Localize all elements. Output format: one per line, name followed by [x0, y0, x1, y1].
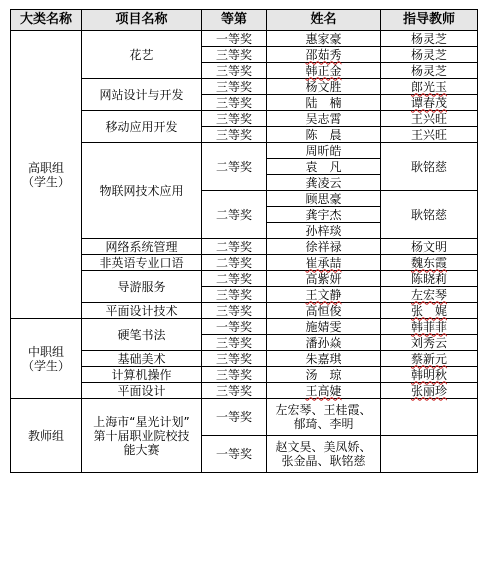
table-row: [11, 303, 478, 319]
project-cell: 计算机操作: [82, 367, 202, 383]
teacher-cell: 刘秀云: [381, 335, 478, 351]
teacher-cell: 杨文明: [381, 239, 478, 255]
name-cell: 邵茹秀: [267, 47, 381, 63]
table-row: [11, 399, 478, 436]
teacher-cell: 王兴旺: [381, 127, 478, 143]
header-name: 姓名: [267, 10, 381, 31]
teacher-cell: 韩菲菲: [381, 319, 478, 335]
table-row: [11, 271, 478, 287]
category-cell: 高职组 （学生）: [11, 31, 82, 319]
project-cell: 网络系统管理: [82, 239, 202, 255]
rank-cell: 三等奖: [202, 383, 267, 399]
rank-cell: 三等奖: [202, 127, 267, 143]
teacher-cell: [381, 436, 478, 473]
name-cell: 惠家豪: [267, 31, 381, 47]
name-cell: 王文静: [267, 287, 381, 303]
teacher-cell: 谭春茂: [381, 95, 478, 111]
teacher-cell: 耿铭慈: [381, 191, 478, 239]
name-cell: 施婧雯: [267, 319, 381, 335]
rank-cell: 二等奖: [202, 255, 267, 271]
name-cell: 陈 晨: [267, 127, 381, 143]
teacher-cell: 杨灵芝: [381, 31, 478, 47]
name-cell: 潘孙焱: [267, 335, 381, 351]
header-row: [11, 10, 478, 31]
awards-body: [11, 31, 478, 473]
teacher-cell: [381, 399, 478, 436]
project-cell: 上海市“星光计划” 第十届职业院校技 能大赛: [82, 399, 202, 473]
rank-cell: 三等奖: [202, 335, 267, 351]
table-row: [11, 319, 478, 335]
table-row: [11, 383, 478, 399]
project-cell: 非英语专业口语: [82, 255, 202, 271]
rank-cell: 一等奖: [202, 399, 267, 436]
table-row: [11, 143, 478, 159]
project-cell: 平面设计: [82, 383, 202, 399]
rank-cell: 三等奖: [202, 351, 267, 367]
name-cell: 徐祥禄: [267, 239, 381, 255]
table-row: [11, 255, 478, 271]
rank-cell: 三等奖: [202, 367, 267, 383]
teacher-cell: 张丽珍: [381, 383, 478, 399]
teacher-cell: 魏东霞: [381, 255, 478, 271]
rank-cell: 三等奖: [202, 287, 267, 303]
teacher-cell: 韩明秋: [381, 367, 478, 383]
category-cell: 教师组: [11, 399, 82, 473]
header-category: 大类名称: [11, 10, 82, 31]
rank-cell: 一等奖: [202, 31, 267, 47]
project-cell: 导游服务: [82, 271, 202, 303]
project-cell: 网站设计与开发: [82, 79, 202, 111]
name-cell: 陆 楠: [267, 95, 381, 111]
name-cell: 高恒俊: [267, 303, 381, 319]
rank-cell: 二等奖: [202, 239, 267, 255]
name-cell: 龚宇杰: [267, 207, 381, 223]
table-row: [11, 367, 478, 383]
rank-cell: 二等奖: [202, 143, 267, 191]
table-row: [11, 79, 478, 95]
rank-cell: 三等奖: [202, 63, 267, 79]
project-cell: 物联网技术应用: [82, 143, 202, 239]
name-cell: 孙梓琰: [267, 223, 381, 239]
header-project: 项目名称: [82, 10, 202, 31]
name-cell: 韩正金: [267, 63, 381, 79]
rank-cell: 二等奖: [202, 191, 267, 239]
teacher-cell: 郎光玉: [381, 79, 478, 95]
rank-cell: 一等奖: [202, 436, 267, 473]
name-cell: 汤 琼: [267, 367, 381, 383]
name-cell: 周昕皓: [267, 143, 381, 159]
rank-cell: 一等奖: [202, 319, 267, 335]
awards-table: [10, 9, 478, 473]
rank-cell: 二等奖: [202, 271, 267, 287]
teacher-cell: 杨灵芝: [381, 63, 478, 79]
teacher-cell: 耿铭慈: [381, 143, 478, 191]
teacher-cell: 左宏琴: [381, 287, 478, 303]
rank-cell: 三等奖: [202, 95, 267, 111]
rank-cell: 三等奖: [202, 79, 267, 95]
table-row: [11, 239, 478, 255]
project-cell: 花艺: [82, 31, 202, 79]
teacher-cell: 杨灵芝: [381, 47, 478, 63]
name-cell: 王高婕: [267, 383, 381, 399]
rank-cell: 三等奖: [202, 47, 267, 63]
category-cell: 中职组 （学生）: [11, 319, 82, 399]
header-teacher: 指导教师: [381, 10, 478, 31]
teacher-cell: 陈晓莉: [381, 271, 478, 287]
project-cell: 移动应用开发: [82, 111, 202, 143]
rank-cell: 三等奖: [202, 303, 267, 319]
table-row: [11, 111, 478, 127]
name-cell: 崔承喆: [267, 255, 381, 271]
project-cell: 硬笔书法: [82, 319, 202, 351]
name-cell: 朱嘉琪: [267, 351, 381, 367]
project-cell: 基础美术: [82, 351, 202, 367]
name-cell: 赵文昊、美凤娇、 张金晶、耿铭慈: [267, 436, 381, 473]
name-cell: 杨文胜: [267, 79, 381, 95]
teacher-cell: 蔡新元: [381, 351, 478, 367]
table-row: [11, 351, 478, 367]
name-cell: 高紫妍: [267, 271, 381, 287]
rank-cell: 三等奖: [202, 111, 267, 127]
name-cell: 左宏琴、王桂霞、 郁琦、李明: [267, 399, 381, 436]
teacher-cell: 王兴旺: [381, 111, 478, 127]
name-cell: 顾思豪: [267, 191, 381, 207]
header-rank: 等第: [202, 10, 267, 31]
name-cell: 吴志霄: [267, 111, 381, 127]
project-cell: 平面设计技术: [82, 303, 202, 319]
table-row: [11, 31, 478, 47]
name-cell: 龚凌云: [267, 175, 381, 191]
name-cell: 袁 凡: [267, 159, 381, 175]
teacher-cell: 张 娓: [381, 303, 478, 319]
